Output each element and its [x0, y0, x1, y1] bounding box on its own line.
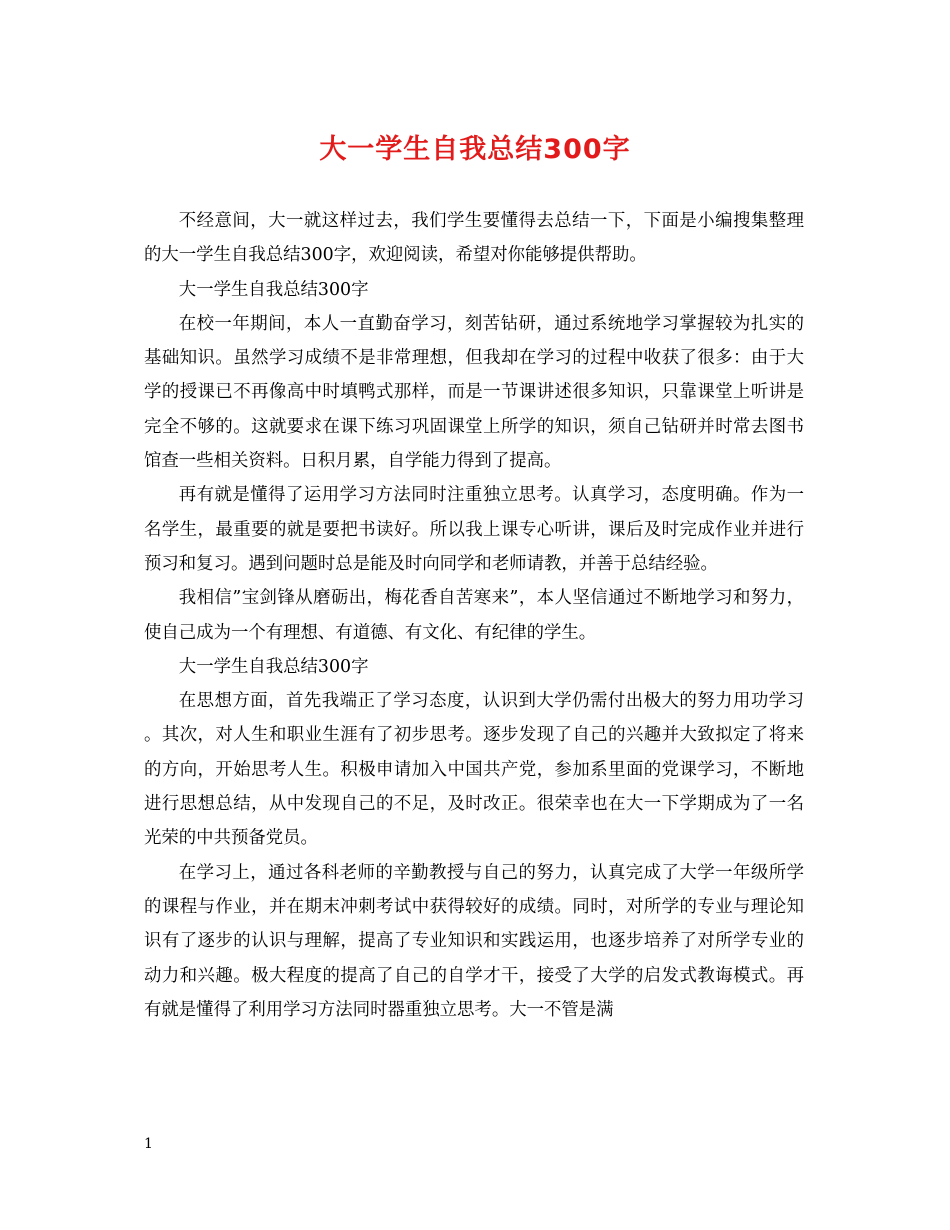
section-heading: 大一学生自我总结300字 — [178, 656, 369, 677]
paragraph-intro: 不经意间，大一就这样过去，我们学生要懂得去总结一下，下面是小编搜集整理的大一学生自我总结300字，欢迎阅读，希望对你能够提供帮助。 — [144, 211, 804, 266]
paragraph: 我相信”宝剑锋从磨砺出，梅花香自苦寒来”，本人坚信通过不断地学习和努力，使自己成为一个有理想、有道德、有文化、有纪律的学生。 — [144, 588, 804, 643]
paragraph: 在思想方面，首先我端正了学习态度，认识到大学仍需付出极大的努力用功学习 。其次，对人生和职业生涯有了初步思考。逐步发现了自己的兴趣并大致拟定了将来的方向，开始思考人生。积极申请加入中国共产党，参加系里面的党课学习，不断地进行思想总结，从中发现自己的不足，及时改正。很荣幸也在大一下学期成为了一名光荣的中共预备党员。 — [144, 691, 804, 849]
document-body — [144, 204, 804, 1027]
page-number: 1 — [144, 1136, 153, 1152]
section-heading: 大一学生自我总结300字 — [178, 279, 369, 300]
paragraph: 在学习上，通过各科老师的辛勤教授与自己的努力，认真完成了大学一年级所学的课程与作业，并在期末冲刺考试中获得较好的成绩。同时，对所学的专业与理论知识有了逐步的认识与理解，提高了专业知识和实践运用，也逐步培养了对所学专业的动力和兴趣。极大程度的提高了自己的自学才干，接受了大学的启发式教诲模式。再有就是懂得了利用学习方法同时器重独立思考。大一不管是满 — [144, 862, 804, 1020]
paragraph: 再有就是懂得了运用学习方法同时注重独立思考。认真学习，态度明确。作为一名学生，最重要的就是要把书读好。所以我上课专心听讲，课后及时完成作业并进行预习和复习。遇到问题时总是能及时向同学和老师请教，并善于总结经验。 — [144, 485, 804, 574]
document-title: 大一学生自我总结300字 — [319, 134, 631, 165]
paragraph: 在校一年期间，本人一直勤奋学习，刻苦钻研，通过系统地学习掌握较为扎实的基础知识。虽然学习成绩不是非常理想，但我却在学习的过程中收获了很多：由于大学的授课已不再像高中时填鸭式那样，而是一节课讲述很多知识，只靠课堂上听讲是完全不够的。这就要求在课下练习巩固课堂上所学的知识，须自己钻研并时常去图书馆查一些相关资料。日积月累，自学能力得到了提高。 — [144, 313, 804, 472]
